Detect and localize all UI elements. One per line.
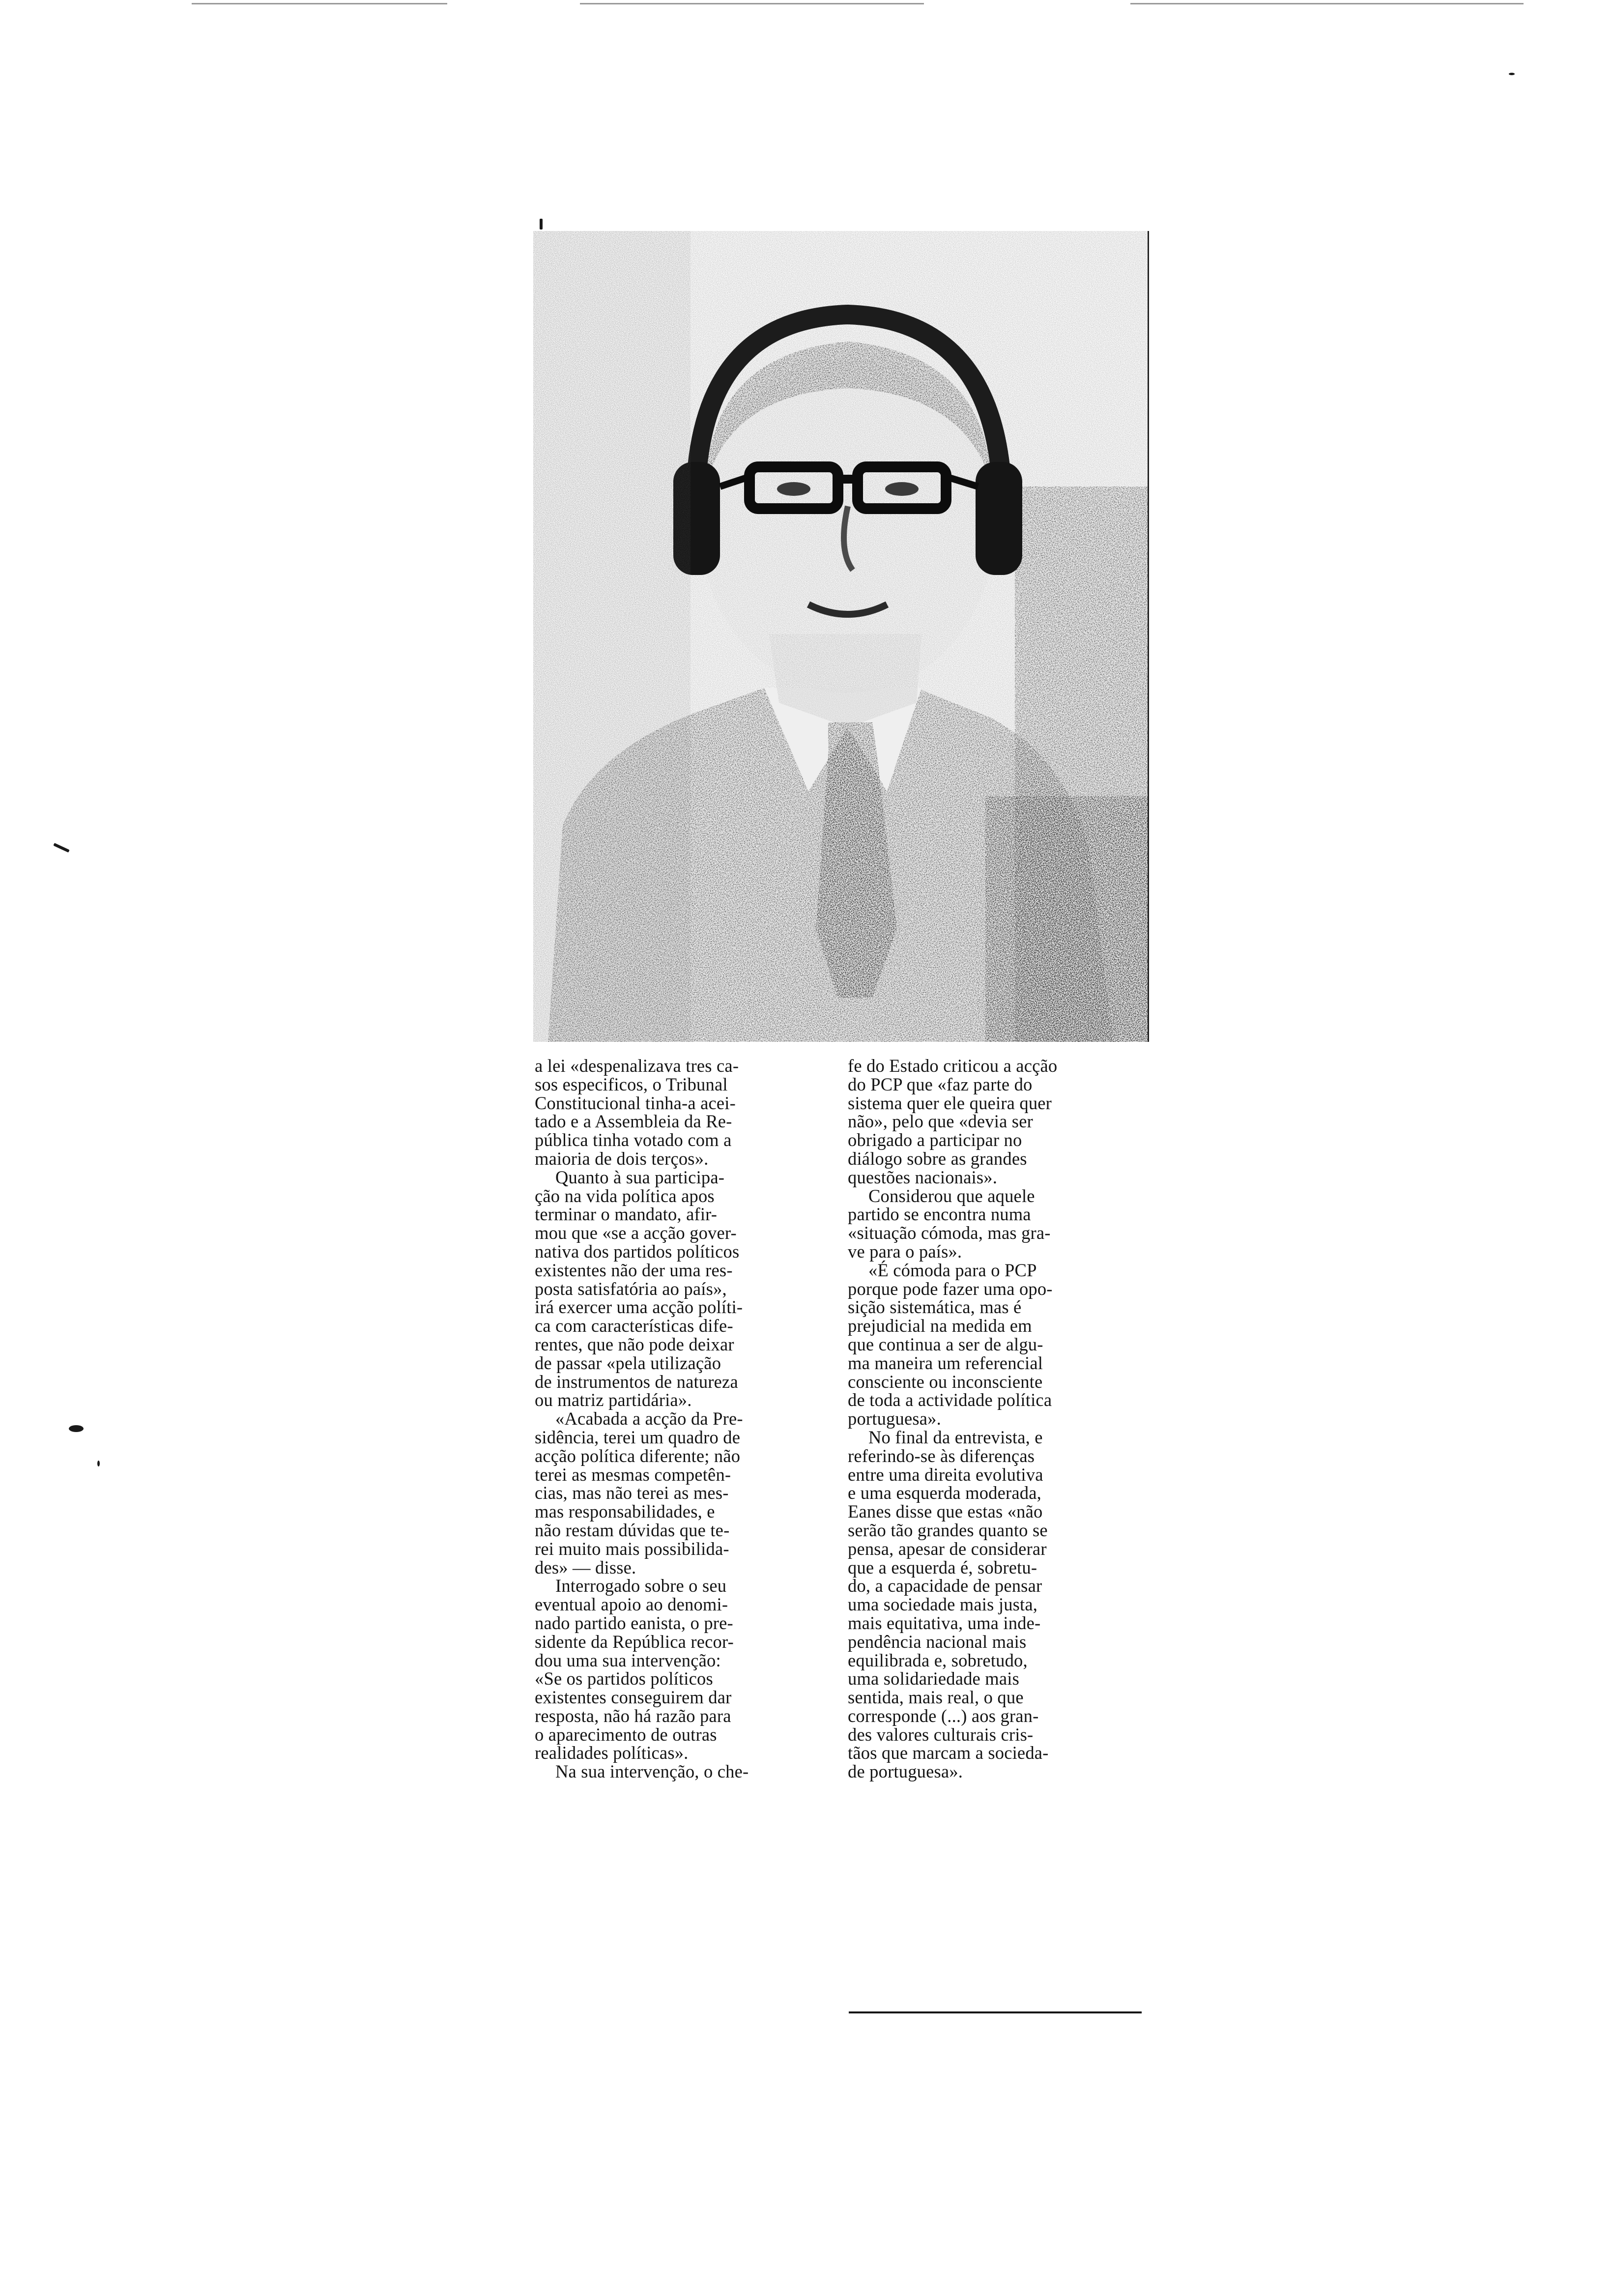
left-column-line: o aparecimento de outras <box>535 1724 717 1745</box>
left-column-line: terei as mesmas competên- <box>535 1464 731 1485</box>
left-column-line: rei muito mais possibilida- <box>535 1538 729 1559</box>
left-column-line: «Acabada a acção da Pre- <box>555 1408 743 1429</box>
left-column-line: «Se os partidos políticos <box>535 1668 713 1689</box>
right-column-line: partido se encontra numa <box>848 1204 1031 1225</box>
left-column-line: existentes conseguirem dar <box>535 1687 732 1708</box>
left-column-line: Na sua intervenção, o che- <box>555 1761 749 1782</box>
left-column-line: Quanto à sua participa- <box>555 1167 725 1187</box>
left-column-line: Constitucional tinha-a acei- <box>535 1092 736 1113</box>
article-end-rule <box>849 2011 1142 2013</box>
right-column-line: equilibrada e, sobretudo, <box>848 1650 1028 1670</box>
left-column-line: cias, mas não terei as mes- <box>535 1483 729 1503</box>
right-column-line: obrigado a participar no <box>848 1130 1022 1150</box>
left-column-line: nativa dos partidos políticos <box>535 1241 740 1262</box>
right-column-line: portuguesa». <box>848 1408 941 1429</box>
left-column-line: des» — disse. <box>535 1557 636 1578</box>
scan-speck <box>53 843 69 853</box>
right-column-line: prejudicial na medida em <box>848 1316 1032 1336</box>
left-column-line: ou matriz partidária». <box>535 1390 692 1410</box>
right-column-line: do PCP que «faz parte do <box>848 1074 1033 1094</box>
left-column-line: dou uma sua intervenção: <box>535 1650 721 1670</box>
left-column-line: de passar «pela utilização <box>535 1352 721 1373</box>
left-column-line: pública tinha votado com a <box>535 1130 732 1150</box>
right-column-line: Considerou que aquele <box>868 1185 1035 1206</box>
right-column-line: uma sociedade mais justa, <box>848 1594 1038 1615</box>
right-column-line: ma maneira um referencial <box>848 1352 1043 1373</box>
scan-edge-line <box>1130 3 1524 4</box>
right-column-line: pendência nacional mais <box>848 1631 1027 1652</box>
left-column-line: rentes, que não pode deixar <box>535 1334 734 1354</box>
right-column-line: sistema quer ele queira quer <box>848 1092 1052 1113</box>
scan-edge-line <box>192 3 447 4</box>
left-column-line: ção na vida política apos <box>535 1185 715 1206</box>
right-column-line: corresponde (...) aos gran- <box>848 1705 1039 1726</box>
scan-speck <box>69 1425 84 1432</box>
right-column-line: de portuguesa». <box>848 1761 963 1782</box>
left-column-line: existentes não der uma res- <box>535 1260 733 1280</box>
right-column-line: diálogo sobre as grandes <box>848 1148 1027 1169</box>
right-column-line: Eanes disse que estas «não <box>848 1501 1043 1522</box>
right-column-line: serão tão grandes quanto se <box>848 1520 1048 1540</box>
right-column-line: referindo-se às diferenças <box>848 1445 1035 1466</box>
left-column-line: sos especificos, o Tribunal <box>535 1074 728 1094</box>
left-column-line: irá exercer uma acção políti- <box>535 1297 743 1318</box>
left-column-line: mas responsabilidades, e <box>535 1501 715 1522</box>
right-column-line: do, a capacidade de pensar <box>848 1576 1042 1596</box>
left-column-line: sidência, terei um quadro de <box>535 1427 741 1447</box>
left-column-line: realidades políticas». <box>535 1743 689 1763</box>
right-column-line: não», pelo que «devia ser <box>848 1111 1033 1132</box>
scan-speck <box>97 1461 100 1466</box>
left-column-line: de instrumentos de natureza <box>535 1371 738 1392</box>
right-column-line: sentida, mais real, o que <box>848 1687 1024 1708</box>
right-column-line: porque pode fazer uma opo- <box>848 1278 1053 1299</box>
right-column-line: que continua a ser de algu- <box>848 1334 1043 1354</box>
scan-speck <box>540 219 543 230</box>
left-column-line: resposta, não há razão para <box>535 1705 731 1726</box>
left-column-line: ca com características dife- <box>535 1316 733 1336</box>
right-column-line: e uma esquerda moderada, <box>848 1483 1041 1503</box>
left-column-line: terminar o mandato, afir- <box>535 1204 718 1225</box>
left-column-line: maioria de dois terços». <box>535 1148 709 1169</box>
left-column-line: posta satisfatória ao país», <box>535 1278 727 1299</box>
right-column-line: questões nacionais». <box>848 1167 998 1187</box>
article-right-column <box>848 1057 1162 1781</box>
left-column-line: Interrogado sobre o seu <box>555 1576 727 1596</box>
portrait-photo <box>533 231 1149 1042</box>
right-column-line: entre uma direita evolutiva <box>848 1464 1043 1485</box>
scan-speck <box>1509 73 1515 75</box>
left-column-line: eventual apoio ao denomi- <box>535 1594 728 1615</box>
left-column-line: acção política diferente; não <box>535 1445 741 1466</box>
left-column-line: tado e a Assembleia da Re- <box>535 1111 732 1132</box>
article-left-column <box>535 1057 849 1781</box>
right-column-line: fe do Estado criticou a acção <box>848 1056 1058 1076</box>
left-column-line: mou que «se a acção gover- <box>535 1223 737 1243</box>
right-column-line: No final da entrevista, e <box>868 1427 1043 1447</box>
scan-edge-line <box>580 3 924 4</box>
right-column-line: mais equitativa, uma inde- <box>848 1612 1041 1633</box>
right-column-line: «situação cómoda, mas gra- <box>848 1223 1051 1243</box>
right-column-line: pensa, apesar de considerar <box>848 1538 1047 1559</box>
left-column-line: sidente da República recor- <box>535 1631 734 1652</box>
right-column-line: tãos que marcam a socieda- <box>848 1743 1049 1763</box>
right-column-line: des valores culturais cris- <box>848 1724 1034 1745</box>
right-column-line: uma solidariedade mais <box>848 1668 1020 1689</box>
left-column-line: a lei «despenalizava tres ca- <box>535 1056 739 1076</box>
right-column-line: de toda a actividade política <box>848 1390 1052 1410</box>
right-column-line: sição sistemática, mas é <box>848 1297 1022 1318</box>
right-column-line: ve para o país». <box>848 1241 962 1262</box>
right-column-line: consciente ou inconsciente <box>848 1371 1043 1392</box>
right-column-line: «É cómoda para o PCP <box>868 1260 1037 1280</box>
right-column-line: que a esquerda é, sobretu- <box>848 1557 1037 1578</box>
left-column-line: nado partido eanista, o pre- <box>535 1612 733 1633</box>
left-column-line: não restam dúvidas que te- <box>535 1520 730 1540</box>
